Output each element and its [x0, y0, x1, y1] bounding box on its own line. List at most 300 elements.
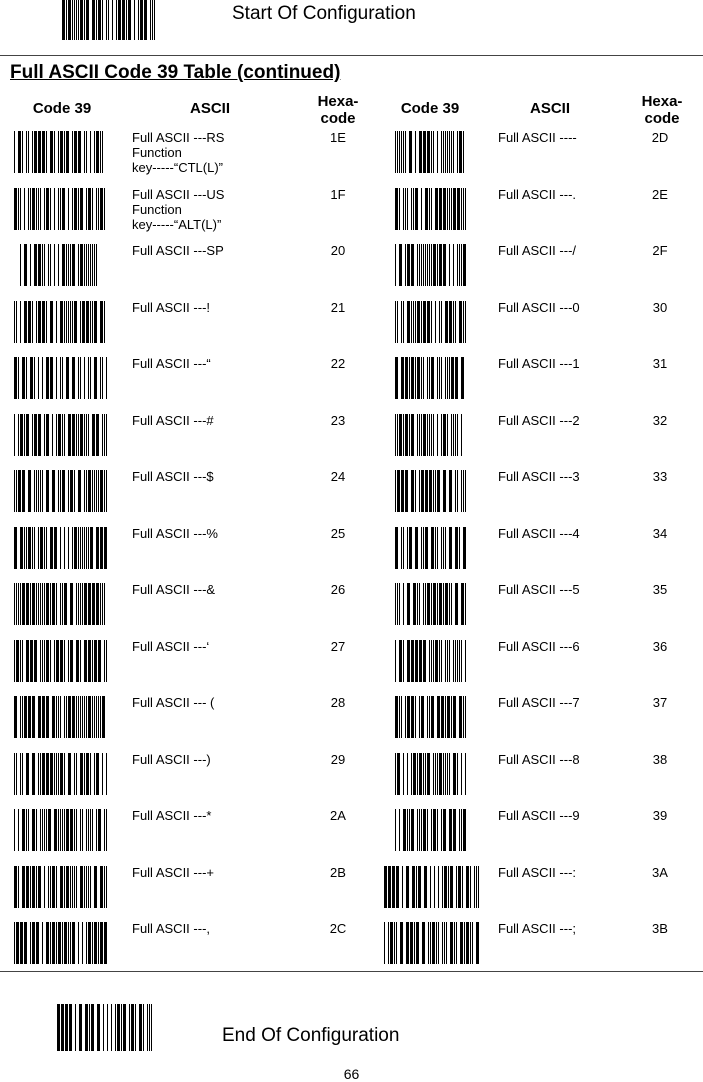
barcode-bar — [60, 527, 61, 569]
barcode-bar — [102, 0, 103, 40]
barcode-bar — [64, 866, 65, 908]
barcode-bar — [435, 527, 436, 569]
barcode-bar — [88, 922, 91, 964]
barcode-bar — [76, 866, 77, 908]
hex-value-right: 3A — [652, 865, 668, 880]
barcode-bar — [414, 922, 415, 964]
barcode-bar — [431, 301, 432, 343]
barcode-bar — [14, 583, 15, 625]
barcode-bar — [78, 414, 79, 456]
barcode-bar — [104, 583, 105, 625]
ascii-label-left: Full ASCII --- ( — [132, 695, 215, 710]
barcode-bar — [465, 753, 466, 795]
barcode-bar — [70, 866, 71, 908]
barcode-bar — [415, 301, 416, 343]
ascii-label-left: Full ASCII ---US Function key-----“ALT(L)” — [132, 187, 225, 232]
barcode-bar — [61, 1004, 64, 1051]
barcode-bar — [32, 527, 33, 569]
barcode-bar — [411, 188, 412, 230]
barcode-bar — [94, 301, 97, 343]
barcode-bar — [453, 640, 454, 682]
barcode-bar — [463, 696, 464, 738]
barcode-bar — [102, 583, 103, 625]
barcode-bar — [457, 753, 458, 795]
barcode-bar — [96, 809, 97, 851]
barcode-right — [395, 640, 467, 682]
barcode-bar — [449, 809, 452, 851]
barcode-bar — [34, 527, 35, 569]
barcode-bar — [44, 414, 45, 456]
barcode-bar — [46, 922, 49, 964]
barcode-bar — [34, 640, 37, 682]
barcode-bar — [40, 527, 43, 569]
barcode-bar — [90, 866, 91, 908]
barcode-bar — [421, 244, 422, 286]
barcode-bar — [20, 583, 21, 625]
barcode-bar — [80, 357, 81, 399]
barcode-bar — [459, 527, 460, 569]
barcode-left — [14, 470, 108, 512]
ascii-label-right: Full ASCII ---6 — [498, 639, 580, 654]
ascii-label-left: Full ASCII ---% — [132, 526, 218, 541]
barcode-bar — [60, 301, 63, 343]
barcode-bar — [34, 131, 37, 173]
barcode-bar — [394, 922, 395, 964]
barcode-bar — [131, 1004, 134, 1051]
barcode-bar — [62, 0, 65, 40]
barcode-bar — [90, 244, 91, 286]
hex-value-left: 24 — [330, 469, 346, 484]
barcode-bar — [443, 188, 446, 230]
barcode-bar — [425, 527, 428, 569]
barcode-bar — [50, 188, 51, 230]
barcode-bar — [116, 0, 117, 40]
barcode-bar — [433, 809, 436, 851]
barcode-bar — [14, 922, 15, 964]
barcode-bar — [111, 1004, 112, 1051]
barcode-bar — [60, 640, 63, 682]
barcode-bar — [14, 357, 17, 399]
barcode-bar — [395, 753, 396, 795]
barcode-bar — [439, 301, 440, 343]
barcode-bar — [30, 866, 31, 908]
barcode-bar — [449, 527, 452, 569]
header-hexa-right: Hexa- code — [641, 93, 683, 127]
barcode-bar — [399, 414, 402, 456]
barcode-bar — [441, 131, 442, 173]
barcode-bar — [395, 470, 396, 512]
barcode-bar — [86, 188, 87, 230]
barcode-bar — [104, 470, 105, 512]
barcode-bar — [417, 301, 420, 343]
barcode-bar — [425, 753, 426, 795]
barcode-bar — [409, 357, 410, 399]
barcode-bar — [104, 188, 105, 230]
barcode-bar — [74, 188, 77, 230]
barcode-bar — [66, 244, 67, 286]
barcode-bar — [100, 922, 103, 964]
barcode-bar — [463, 301, 464, 343]
barcode-bar — [22, 640, 23, 682]
barcode-bar — [463, 527, 466, 569]
barcode-bar — [400, 922, 403, 964]
barcode-bar — [72, 357, 75, 399]
barcode-bar — [100, 696, 101, 738]
barcode-bar — [52, 414, 53, 456]
barcode-bar — [465, 301, 466, 343]
barcode-bar — [431, 357, 434, 399]
barcode-bar — [90, 357, 91, 399]
barcode-bar — [72, 301, 73, 343]
barcode-bar — [88, 414, 89, 456]
barcode-bar — [407, 809, 408, 851]
barcode-bar — [427, 131, 430, 173]
barcode-bar — [407, 696, 410, 738]
barcode-bar — [106, 0, 107, 40]
barcode-bar — [413, 188, 414, 230]
barcode-bar — [403, 809, 406, 851]
ascii-label-right: Full ASCII ---3 — [498, 469, 580, 484]
barcode-bar — [24, 244, 27, 286]
barcode-bar — [474, 866, 475, 908]
barcode-bar — [417, 357, 420, 399]
barcode-bar — [72, 188, 73, 230]
barcode-bar — [86, 527, 87, 569]
barcode-bar — [443, 527, 444, 569]
barcode-bar — [88, 470, 91, 512]
barcode-bar — [56, 696, 57, 738]
barcode-bar — [14, 640, 15, 682]
barcode-bar — [407, 527, 408, 569]
barcode-bar — [415, 188, 418, 230]
barcode-bar — [74, 131, 77, 173]
barcode-bar — [104, 301, 105, 343]
barcode-bar — [56, 922, 57, 964]
barcode-bar — [22, 753, 23, 795]
barcode-bar — [46, 809, 47, 851]
barcode-bar — [52, 583, 55, 625]
barcode-bar — [40, 470, 41, 512]
barcode-bar — [40, 753, 41, 795]
barcode-bar — [455, 301, 456, 343]
barcode-bar — [427, 809, 428, 851]
barcode-bar — [86, 753, 89, 795]
barcode-bar — [62, 809, 63, 851]
barcode-bar — [411, 244, 414, 286]
barcode-bar — [82, 809, 83, 851]
barcode-bar — [417, 809, 418, 851]
barcode-bar — [415, 696, 416, 738]
barcode-bar — [88, 640, 91, 682]
barcode-right — [395, 696, 467, 738]
barcode-bar — [44, 809, 45, 851]
barcode-bar — [20, 244, 21, 286]
barcode-bar — [42, 301, 45, 343]
barcode-bar — [423, 301, 426, 343]
barcode-bar — [80, 414, 83, 456]
barcode-bar — [401, 301, 402, 343]
barcode-bar — [80, 809, 81, 851]
barcode-bar — [60, 131, 63, 173]
barcode-bar — [421, 696, 424, 738]
barcode-bar — [427, 583, 430, 625]
barcode-bar — [97, 1004, 100, 1051]
barcode-bar — [18, 470, 21, 512]
barcode-bar — [50, 640, 51, 682]
barcode-bar — [411, 640, 414, 682]
barcode-bar — [429, 244, 430, 286]
barcode-bar — [107, 1004, 108, 1051]
barcode-bar — [459, 244, 460, 286]
barcode-bar — [465, 696, 466, 738]
barcode-bar — [461, 357, 464, 399]
barcode-left — [14, 866, 108, 908]
barcode-bar — [38, 131, 41, 173]
barcode-bar — [102, 131, 103, 173]
barcode-bar — [92, 583, 95, 625]
ascii-label-right: Full ASCII ---8 — [498, 752, 580, 767]
barcode-bar — [32, 131, 33, 173]
barcode-bar — [26, 583, 29, 625]
barcode-bar — [38, 527, 39, 569]
start-of-configuration-barcode — [62, 0, 156, 40]
barcode-left — [14, 414, 108, 456]
barcode-right — [395, 414, 467, 456]
barcode-bar — [68, 301, 69, 343]
barcode-bar — [74, 809, 75, 851]
barcode-bar — [86, 922, 87, 964]
barcode-bar — [427, 414, 428, 456]
barcode-bar — [14, 470, 15, 512]
barcode-bar — [38, 866, 41, 908]
barcode-bar — [399, 188, 400, 230]
barcode-bar — [68, 640, 69, 682]
barcode-bar — [401, 357, 404, 399]
barcode-bar — [419, 131, 422, 173]
barcode-bar — [82, 527, 83, 569]
barcode-bar — [14, 696, 17, 738]
barcode-bar — [439, 583, 442, 625]
barcode-bar — [405, 414, 408, 456]
barcode-bar — [447, 414, 448, 456]
barcode-bar — [70, 470, 73, 512]
barcode-bar — [461, 753, 462, 795]
barcode-bar — [443, 414, 446, 456]
barcode-bar — [72, 866, 73, 908]
barcode-bar — [476, 922, 479, 964]
barcode-bar — [415, 470, 416, 512]
barcode-bar — [26, 866, 29, 908]
barcode-bar — [20, 414, 23, 456]
barcode-bar — [409, 131, 412, 173]
barcode-bar — [32, 414, 33, 456]
barcode-bar — [419, 244, 420, 286]
barcode-bar — [449, 244, 450, 286]
barcode-bar — [76, 696, 77, 738]
barcode-bar — [46, 527, 47, 569]
barcode-bar — [32, 866, 35, 908]
barcode-bar — [74, 0, 75, 40]
barcode-bar — [68, 753, 71, 795]
barcode-bar — [413, 301, 414, 343]
barcode-bar — [24, 922, 27, 964]
barcode-bar — [430, 922, 431, 964]
barcode-bar — [395, 131, 396, 173]
ascii-label-left: Full ASCII ---SP — [132, 243, 224, 258]
barcode-bar — [72, 244, 75, 286]
barcode-bar — [150, 0, 151, 40]
barcode-bar — [445, 640, 446, 682]
barcode-bar — [445, 357, 446, 399]
barcode-bar — [441, 301, 442, 343]
barcode-bar — [86, 301, 89, 343]
barcode-bar — [46, 357, 49, 399]
barcode-bar — [433, 753, 434, 795]
barcode-bar — [401, 696, 402, 738]
barcode-bar — [443, 809, 446, 851]
barcode-bar — [20, 188, 21, 230]
barcode-bar — [421, 470, 424, 512]
barcode-bar — [98, 470, 99, 512]
barcode-bar — [407, 244, 410, 286]
barcode-bar — [14, 301, 15, 343]
barcode-bar — [441, 809, 442, 851]
barcode-bar — [444, 866, 447, 908]
barcode-bar — [460, 922, 463, 964]
barcode-bar — [82, 583, 83, 625]
barcode-bar — [434, 866, 435, 908]
barcode-bar — [78, 470, 81, 512]
barcode-bar — [28, 527, 31, 569]
start-of-configuration-label: Start Of Configuration — [232, 3, 416, 24]
hex-value-left: 29 — [330, 752, 346, 767]
barcode-bar — [429, 414, 430, 456]
barcode-bar — [446, 922, 447, 964]
barcode-bar — [56, 414, 57, 456]
barcode-bar — [399, 640, 402, 682]
hex-value-left: 28 — [330, 695, 346, 710]
barcode-bar — [78, 131, 81, 173]
barcode-bar — [74, 301, 77, 343]
barcode-bar — [453, 753, 456, 795]
barcode-bar — [454, 922, 455, 964]
barcode-bar — [395, 809, 396, 851]
barcode-right — [395, 753, 467, 795]
barcode-bar — [450, 866, 453, 908]
barcode-bar — [442, 922, 443, 964]
barcode-bar — [92, 922, 93, 964]
barcode-bar — [384, 922, 385, 964]
barcode-right — [384, 866, 482, 908]
barcode-bar — [90, 753, 91, 795]
hex-value-left: 27 — [330, 639, 346, 654]
barcode-bar — [433, 414, 434, 456]
barcode-bar — [52, 470, 55, 512]
barcode-bar — [395, 640, 396, 682]
barcode-bar — [78, 244, 79, 286]
barcode-bar — [419, 696, 420, 738]
barcode-left — [14, 527, 108, 569]
barcode-bar — [405, 188, 406, 230]
barcode-bar — [102, 414, 103, 456]
barcode-bar — [470, 922, 471, 964]
barcode-bar — [38, 301, 41, 343]
barcode-bar — [96, 414, 99, 456]
barcode-bar — [447, 753, 448, 795]
barcode-bar — [401, 131, 402, 173]
barcode-bar — [22, 809, 25, 851]
barcode-bar — [80, 583, 81, 625]
ascii-label-right: Full ASCII ---; — [498, 921, 577, 936]
hex-value-right: 36 — [652, 639, 668, 654]
barcode-bar — [18, 866, 19, 908]
header-code39-right: Code 39 — [400, 100, 460, 117]
barcode-bar — [445, 527, 446, 569]
barcode-bar — [447, 131, 448, 173]
barcode-bar — [415, 640, 418, 682]
barcode-bar — [60, 866, 63, 908]
barcode-bar — [78, 922, 79, 964]
barcode-bar — [66, 301, 67, 343]
barcode-bar — [395, 583, 396, 625]
barcode-bar — [72, 131, 73, 173]
barcode-bar — [20, 696, 21, 738]
barcode-bar — [66, 866, 69, 908]
barcode-bar — [84, 527, 85, 569]
barcode-bar — [431, 244, 432, 286]
barcode-bar — [396, 866, 399, 908]
barcode-bar — [80, 753, 83, 795]
barcode-bar — [86, 696, 87, 738]
hex-value-right: 37 — [652, 695, 668, 710]
barcode-bar — [64, 131, 65, 173]
barcode-bar — [455, 414, 456, 456]
barcode-bar — [441, 414, 442, 456]
barcode-bar — [399, 583, 400, 625]
barcode-bar — [91, 1004, 94, 1051]
barcode-bar — [433, 640, 434, 682]
barcode-bar — [48, 809, 51, 851]
barcode-left — [14, 922, 108, 964]
barcode-bar — [84, 244, 85, 286]
barcode-bar — [40, 640, 41, 682]
barcode-bar — [86, 244, 87, 286]
barcode-bar — [410, 922, 413, 964]
hex-value-left: 2C — [329, 921, 347, 936]
barcode-bar — [406, 866, 409, 908]
barcode-bar — [149, 1004, 150, 1051]
barcode-bar — [92, 0, 95, 40]
barcode-bar — [470, 866, 471, 908]
ascii-label-right: Full ASCII ---. — [498, 187, 577, 202]
barcode-bar — [441, 357, 442, 399]
barcode-bar — [431, 640, 432, 682]
barcode-bar — [437, 131, 438, 173]
ascii-label-right: Full ASCII ---2 — [498, 413, 580, 428]
barcode-bar — [423, 131, 426, 173]
ascii-label-left: Full ASCII ---+ — [132, 865, 214, 880]
barcode-bar — [461, 809, 462, 851]
barcode-bar — [44, 188, 45, 230]
barcode-bar — [450, 922, 453, 964]
barcode-bar — [94, 696, 95, 738]
barcode-bar — [96, 470, 97, 512]
barcode-bar — [72, 696, 75, 738]
barcode-bar — [415, 357, 416, 399]
barcode-bar — [94, 244, 95, 286]
barcode-bar — [96, 188, 97, 230]
bottom-divider — [0, 971, 703, 972]
